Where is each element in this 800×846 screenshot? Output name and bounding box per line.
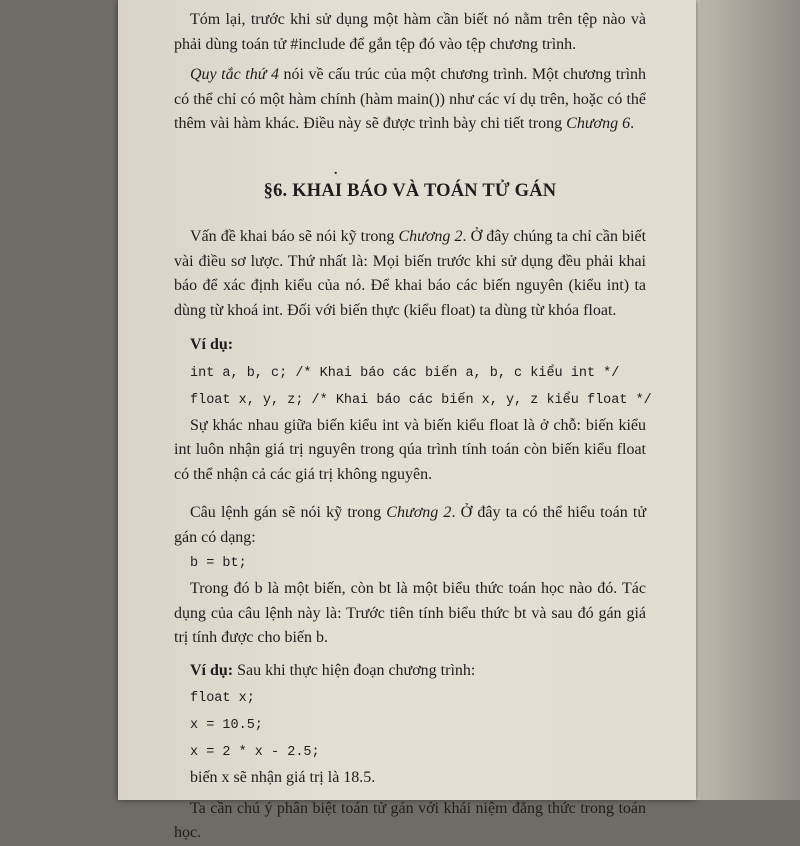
example-1-line-2: float x, y, z; /* Khai báo các biến x, y, z kiểu float */ <box>190 392 652 408</box>
assignment-form: b = bt; <box>190 556 247 571</box>
page-content <box>174 8 652 846</box>
paragraph-note: Ta cần chú ý phân biệt toán tử gán với khái niệm đẳng thức trong toán học. <box>174 799 646 841</box>
example-2-result: biến x sẽ nhận giá trị là 18.5. <box>190 769 376 786</box>
rule-4-text: nói về cấu trúc của một chương trình. Một chương trình có thể chỉ có một hàm chính (hàm main()) như các ví dụ trên, hoặc có thể thêm vài hàm khác. Điều này sẽ được trình bày chi tiết trong <box>174 66 647 132</box>
declaration-text-a: Vấn đề khai báo sẽ nói kỹ trong <box>190 228 399 245</box>
rule-4-lead: Quy tắc thứ 4 <box>190 66 279 83</box>
example-2-line-2: x = 10.5; <box>190 718 263 733</box>
paragraph-assignment <box>174 501 646 550</box>
stray-dot: . <box>334 162 338 178</box>
paragraph-declaration <box>174 225 646 323</box>
rule-4-end: . <box>630 115 635 132</box>
rule-4-ref: Chương 6 <box>566 115 631 132</box>
example-2-intro <box>190 659 646 684</box>
section-heading-text: §6. KHAI BÁO VÀ TOÁN TỬ GÁN <box>263 180 557 201</box>
example-1-line-1: int a, b, c; /* Khai báo các biến a, b, c kiểu int */ <box>190 365 620 381</box>
section-heading <box>174 162 646 204</box>
paragraph-summary: Tóm lại, trước khi sử dụng một hàm cần biết nó nằm trên tệp nào và phải dùng toán tử #include để gắn tệp đó vào tệp chương trình. <box>174 11 646 53</box>
example-2-text: Sau khi thực hiện đoạn chương trình: <box>233 661 476 679</box>
example-2-line-1: float x; <box>190 691 255 706</box>
book-page <box>118 0 696 841</box>
book-spine-shadow <box>700 0 800 800</box>
paragraph-int-float: Sự khác nhau giữa biến kiểu int và biến kiểu float là ở chỗ: biến kiểu int luôn nhận giá trị nguyên trong qúa trình tính toán còn biến kiểu float có thể nhận cả các giá trị không nguyên. <box>174 416 646 483</box>
assignment-text-b: . Ở đây ta có thể hiểu toán tử gán có dạng: <box>174 504 647 546</box>
assignment-text-a: Câu lệnh gán sẽ nói kỹ trong <box>190 504 387 521</box>
example-1-label: Ví dụ: <box>190 336 234 353</box>
declaration-text-b: . Ở đây chúng ta chỉ cần biết vài điều sơ lược. Thứ nhất là: Mọi biến trước khi sử dụng đều phải khai báo để xác định kiểu của nó. Để khai báo các biến nguyên (kiểu int) ta dùng từ khoá int. Đối với biến thực (kiểu float) ta dùng từ khóa float. <box>174 228 647 319</box>
example-2-label: Ví dụ: <box>190 661 234 679</box>
example-2-line-3: x = 2 * x - 2.5; <box>190 745 320 760</box>
paragraph-assignment-explain: Trong đó b là một biến, còn bt là một biểu thức toán học nào đó. Tác dụng của câu lệnh này là: Trước tiên tính biểu thức bt và sau đó gán giá trị tính được cho biến b. <box>174 580 646 646</box>
declaration-ref: Chương 2 <box>398 228 463 245</box>
assignment-ref: Chương 2 <box>386 504 452 521</box>
paragraph-rule-4 <box>174 63 646 137</box>
